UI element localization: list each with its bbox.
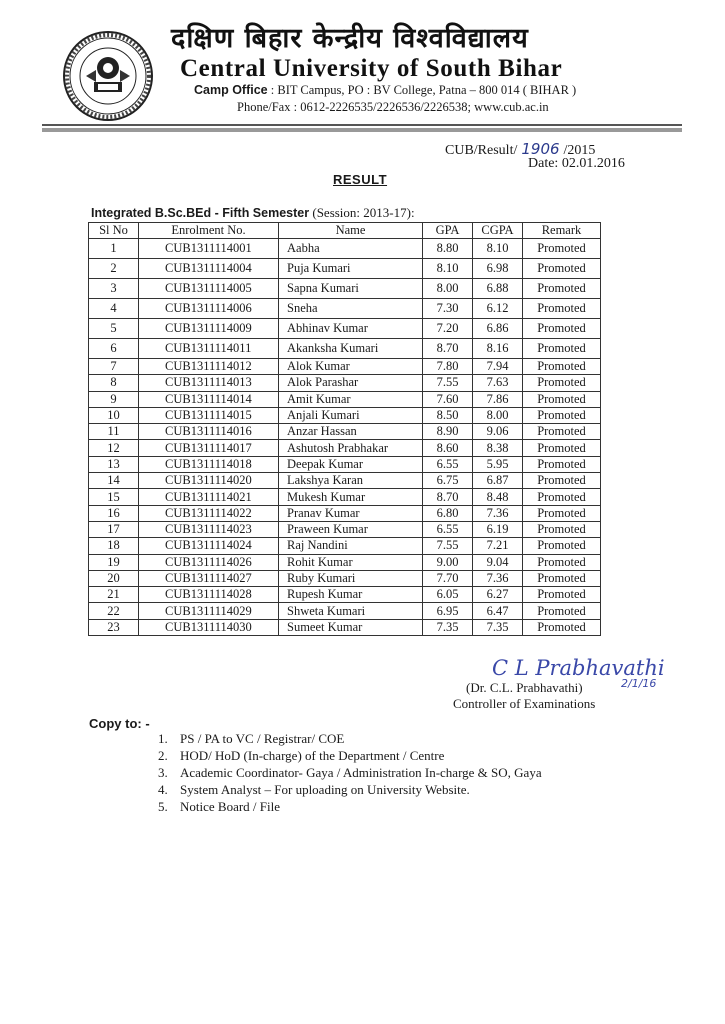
phone-fax-line: Phone/Fax : 0612-2226535/2226536/2226538; www.cub.ac.in xyxy=(237,100,549,114)
name-cell: Sapna Kumari xyxy=(279,279,423,299)
reference-suffix: /2015 xyxy=(563,143,596,158)
table-row xyxy=(89,299,601,319)
enrolment-cell: CUB1311114012 xyxy=(139,359,279,375)
name-cell: Anjali Kumari xyxy=(279,407,423,423)
remark-cell: Promoted xyxy=(523,359,601,375)
table-row xyxy=(89,239,601,259)
signatory-name: (Dr. C.L. Prabhavathi) xyxy=(466,680,583,695)
gpa-cell: 6.95 xyxy=(423,603,473,619)
remark-cell: Promoted xyxy=(523,239,601,259)
enrolment-cell: CUB1311114004 xyxy=(139,259,279,279)
remark-cell: Promoted xyxy=(523,521,601,537)
cgpa-cell: 8.38 xyxy=(473,440,523,456)
name-cell: Ashutosh Prabhakar xyxy=(279,440,423,456)
remark-cell: Promoted xyxy=(523,424,601,440)
table-row xyxy=(89,407,601,423)
gpa-cell: 8.80 xyxy=(423,239,473,259)
enrolment-cell: CUB1311114014 xyxy=(139,391,279,407)
table-row xyxy=(89,319,601,339)
university-title-hindi: दक्षिण बिहार केन्द्रीय विश्वविद्यालय xyxy=(171,23,529,54)
gpa-cell: 7.55 xyxy=(423,375,473,391)
cgpa-cell: 7.36 xyxy=(473,570,523,586)
enrolment-cell: CUB1311114029 xyxy=(139,603,279,619)
remark-cell: Promoted xyxy=(523,505,601,521)
column-header-gpa: GPA xyxy=(423,223,473,239)
remark-cell: Promoted xyxy=(523,440,601,456)
gpa-cell: 7.20 xyxy=(423,319,473,339)
remark-cell: Promoted xyxy=(523,375,601,391)
reference-prefix: CUB/Result/ xyxy=(445,143,518,158)
programme-line xyxy=(91,205,415,221)
programme-session: (Session: 2013-17): xyxy=(312,205,415,220)
table-row xyxy=(89,521,601,537)
cgpa-cell: 6.27 xyxy=(473,587,523,603)
enrolment-cell: CUB1311114026 xyxy=(139,554,279,570)
gpa-cell: 7.55 xyxy=(423,538,473,554)
gpa-cell: 7.80 xyxy=(423,359,473,375)
university-title-english: Central University of South Bihar xyxy=(180,55,563,82)
sl-no-cell: 22 xyxy=(89,603,139,619)
name-cell: Ruby Kumari xyxy=(279,570,423,586)
sl-no-cell: 18 xyxy=(89,538,139,554)
gpa-cell: 8.70 xyxy=(423,339,473,359)
name-cell: Alok Kumar xyxy=(279,359,423,375)
document-date: Date: 02.01.2016 xyxy=(528,156,625,171)
signatory-title: Controller of Examinations xyxy=(453,696,596,711)
remark-cell: Promoted xyxy=(523,456,601,472)
table-row xyxy=(89,538,601,554)
gpa-cell: 6.55 xyxy=(423,456,473,472)
gpa-cell: 8.10 xyxy=(423,259,473,279)
sl-no-cell: 20 xyxy=(89,570,139,586)
copy-to-item-number: 5. xyxy=(158,799,168,814)
copy-to-item-text: System Analyst – For uploading on University Website. xyxy=(180,782,470,797)
name-cell: Mukesh Kumar xyxy=(279,489,423,505)
university-seal-logo xyxy=(62,30,154,122)
enrolment-cell: CUB1311114006 xyxy=(139,299,279,319)
gpa-cell: 8.50 xyxy=(423,407,473,423)
table-row xyxy=(89,359,601,375)
table-row xyxy=(89,570,601,586)
cgpa-cell: 6.87 xyxy=(473,473,523,489)
sl-no-cell: 2 xyxy=(89,259,139,279)
copy-to-item-number: 4. xyxy=(158,782,168,797)
cgpa-cell: 8.10 xyxy=(473,239,523,259)
copy-to-item-text: Academic Coordinator- Gaya / Administration In-charge & SO, Gaya xyxy=(180,765,542,780)
camp-office-line xyxy=(194,83,576,98)
table-row xyxy=(89,424,601,440)
remark-cell: Promoted xyxy=(523,570,601,586)
enrolment-cell: CUB1311114016 xyxy=(139,424,279,440)
gpa-cell: 7.70 xyxy=(423,570,473,586)
name-cell: Amit Kumar xyxy=(279,391,423,407)
enrolment-cell: CUB1311114028 xyxy=(139,587,279,603)
table-row xyxy=(89,619,601,635)
remark-cell: Promoted xyxy=(523,339,601,359)
name-cell: Sumeet Kumar xyxy=(279,619,423,635)
cgpa-cell: 7.35 xyxy=(473,619,523,635)
copy-to-item xyxy=(158,747,542,764)
camp-office-address: : BIT Campus, PO : BV College, Patna – 800 014 ( BIHAR ) xyxy=(270,83,577,97)
handwritten-signature: C L Prabhavathi xyxy=(492,656,665,680)
cgpa-cell: 7.86 xyxy=(473,391,523,407)
cgpa-cell: 6.19 xyxy=(473,521,523,537)
remark-cell: Promoted xyxy=(523,279,601,299)
name-cell: Anzar Hassan xyxy=(279,424,423,440)
sl-no-cell: 23 xyxy=(89,619,139,635)
gpa-cell: 7.60 xyxy=(423,391,473,407)
table-row xyxy=(89,440,601,456)
column-header-cgpa: CGPA xyxy=(473,223,523,239)
copy-to-item-text: Notice Board / File xyxy=(180,799,281,814)
programme-name: Integrated B.Sc.BEd - Fifth Semester xyxy=(91,206,310,220)
remark-cell: Promoted xyxy=(523,407,601,423)
enrolment-cell: CUB1311114023 xyxy=(139,521,279,537)
name-cell: Abhinav Kumar xyxy=(279,319,423,339)
name-cell: Rohit Kumar xyxy=(279,554,423,570)
copy-to-item-number: 1. xyxy=(158,731,168,746)
reference-handwritten-number: 1906 xyxy=(521,140,560,158)
camp-office-label: Camp Office xyxy=(194,83,268,97)
cgpa-cell: 6.47 xyxy=(473,603,523,619)
sl-no-cell: 11 xyxy=(89,424,139,440)
name-cell: Aabha xyxy=(279,239,423,259)
table-row xyxy=(89,587,601,603)
cgpa-cell: 6.12 xyxy=(473,299,523,319)
column-header-sl-no: Sl No xyxy=(89,223,139,239)
enrolment-cell: CUB1311114024 xyxy=(139,538,279,554)
copy-to-item-number: 3. xyxy=(158,765,168,780)
copy-to-item xyxy=(158,764,542,781)
table-row xyxy=(89,473,601,489)
remark-cell: Promoted xyxy=(523,603,601,619)
name-cell: Puja Kumari xyxy=(279,259,423,279)
cgpa-cell: 5.95 xyxy=(473,456,523,472)
gpa-cell: 6.05 xyxy=(423,587,473,603)
result-table-body xyxy=(89,239,601,636)
gpa-cell: 6.55 xyxy=(423,521,473,537)
table-row xyxy=(89,456,601,472)
enrolment-cell: CUB1311114030 xyxy=(139,619,279,635)
name-cell: Sneha xyxy=(279,299,423,319)
result-table xyxy=(88,222,601,636)
gpa-cell: 7.35 xyxy=(423,619,473,635)
cgpa-cell: 7.94 xyxy=(473,359,523,375)
sl-no-cell: 8 xyxy=(89,375,139,391)
cgpa-cell: 8.16 xyxy=(473,339,523,359)
sl-no-cell: 3 xyxy=(89,279,139,299)
cgpa-cell: 8.48 xyxy=(473,489,523,505)
table-row xyxy=(89,554,601,570)
result-heading: RESULT xyxy=(333,172,388,187)
enrolment-cell: CUB1311114018 xyxy=(139,456,279,472)
table-row xyxy=(89,391,601,407)
sl-no-cell: 10 xyxy=(89,407,139,423)
name-cell: Pranav Kumar xyxy=(279,505,423,521)
cgpa-cell: 8.00 xyxy=(473,407,523,423)
remark-cell: Promoted xyxy=(523,619,601,635)
name-cell: Praween Kumar xyxy=(279,521,423,537)
gpa-cell: 6.75 xyxy=(423,473,473,489)
sl-no-cell: 17 xyxy=(89,521,139,537)
enrolment-cell: CUB1311114015 xyxy=(139,407,279,423)
copy-to-item-number: 2. xyxy=(158,748,168,763)
cgpa-cell: 6.86 xyxy=(473,319,523,339)
name-cell: Shweta Kumari xyxy=(279,603,423,619)
remark-cell: Promoted xyxy=(523,538,601,554)
enrolment-cell: CUB1311114022 xyxy=(139,505,279,521)
enrolment-cell: CUB1311114017 xyxy=(139,440,279,456)
copy-to-item xyxy=(158,730,542,747)
gpa-cell: 6.80 xyxy=(423,505,473,521)
copy-to-item-text: HOD/ HoD (In-charge) of the Department / Centre xyxy=(180,748,445,763)
sl-no-cell: 4 xyxy=(89,299,139,319)
sl-no-cell: 19 xyxy=(89,554,139,570)
column-header-name: Name xyxy=(279,223,423,239)
cgpa-cell: 9.06 xyxy=(473,424,523,440)
sl-no-cell: 15 xyxy=(89,489,139,505)
remark-cell: Promoted xyxy=(523,391,601,407)
copy-to-list xyxy=(158,730,542,815)
enrolment-cell: CUB1311114009 xyxy=(139,319,279,339)
column-header-enrolment: Enrolment No. xyxy=(139,223,279,239)
sl-no-cell: 21 xyxy=(89,587,139,603)
cgpa-cell: 9.04 xyxy=(473,554,523,570)
header-divider xyxy=(42,124,682,126)
name-cell: Lakshya Karan xyxy=(279,473,423,489)
cgpa-cell: 7.63 xyxy=(473,375,523,391)
remark-cell: Promoted xyxy=(523,554,601,570)
sl-no-cell: 14 xyxy=(89,473,139,489)
name-cell: Akanksha Kumari xyxy=(279,339,423,359)
table-row xyxy=(89,279,601,299)
table-row xyxy=(89,505,601,521)
gpa-cell: 9.00 xyxy=(423,554,473,570)
gpa-cell: 8.60 xyxy=(423,440,473,456)
remark-cell: Promoted xyxy=(523,259,601,279)
name-cell: Deepak Kumar xyxy=(279,456,423,472)
table-header-row xyxy=(89,223,601,239)
column-header-remark: Remark xyxy=(523,223,601,239)
table-row xyxy=(89,603,601,619)
enrolment-cell: CUB1311114001 xyxy=(139,239,279,259)
sl-no-cell: 9 xyxy=(89,391,139,407)
sl-no-cell: 7 xyxy=(89,359,139,375)
sl-no-cell: 13 xyxy=(89,456,139,472)
table-row xyxy=(89,259,601,279)
sl-no-cell: 16 xyxy=(89,505,139,521)
sl-no-cell: 12 xyxy=(89,440,139,456)
remark-cell: Promoted xyxy=(523,587,601,603)
sl-no-cell: 6 xyxy=(89,339,139,359)
gpa-cell: 8.90 xyxy=(423,424,473,440)
copy-to-heading: Copy to: - xyxy=(89,716,150,731)
enrolment-cell: CUB1311114021 xyxy=(139,489,279,505)
cgpa-cell: 7.36 xyxy=(473,505,523,521)
sl-no-cell: 1 xyxy=(89,239,139,259)
name-cell: Alok Parashar xyxy=(279,375,423,391)
enrolment-cell: CUB1311114027 xyxy=(139,570,279,586)
table-row xyxy=(89,489,601,505)
cgpa-cell: 6.88 xyxy=(473,279,523,299)
table-row xyxy=(89,339,601,359)
remark-cell: Promoted xyxy=(523,299,601,319)
remark-cell: Promoted xyxy=(523,319,601,339)
header-divider-thick xyxy=(42,128,682,132)
name-cell: Raj Nandini xyxy=(279,538,423,554)
enrolment-cell: CUB1311114005 xyxy=(139,279,279,299)
gpa-cell: 7.30 xyxy=(423,299,473,319)
sl-no-cell: 5 xyxy=(89,319,139,339)
copy-to-item xyxy=(158,798,542,815)
copy-to-item-text: PS / PA to VC / Registrar/ COE xyxy=(180,731,345,746)
enrolment-cell: CUB1311114011 xyxy=(139,339,279,359)
enrolment-cell: CUB1311114020 xyxy=(139,473,279,489)
cgpa-cell: 6.98 xyxy=(473,259,523,279)
remark-cell: Promoted xyxy=(523,473,601,489)
gpa-cell: 8.70 xyxy=(423,489,473,505)
name-cell: Rupesh Kumar xyxy=(279,587,423,603)
handwritten-signature-date: 2/1/16 xyxy=(621,677,657,690)
gpa-cell: 8.00 xyxy=(423,279,473,299)
remark-cell: Promoted xyxy=(523,489,601,505)
copy-to-item xyxy=(158,781,542,798)
table-row xyxy=(89,375,601,391)
enrolment-cell: CUB1311114013 xyxy=(139,375,279,391)
cgpa-cell: 7.21 xyxy=(473,538,523,554)
